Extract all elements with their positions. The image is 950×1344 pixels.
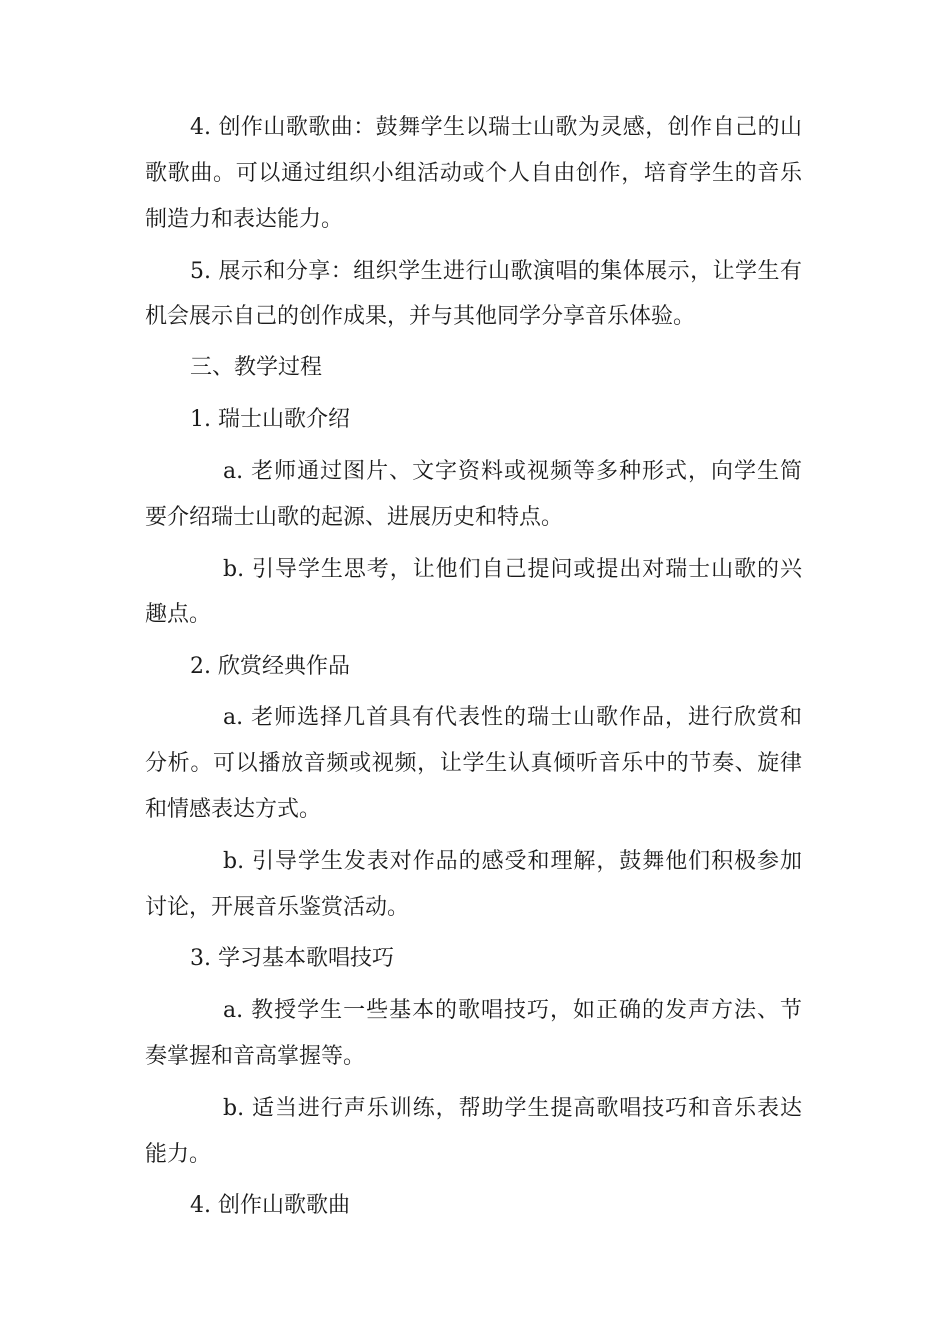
paragraph-line: 制造力和表达能力。 [145,207,344,232]
subheading: 4. 创作山歌歌曲 [190,1193,350,1218]
subheading: 3. 学习基本歌唱技巧 [190,946,394,971]
paragraph-line: a. 教授学生一些基本的歌唱技巧，如正确的发声方法、节 [223,998,802,1023]
subheading: 1. 瑞士山歌介绍 [190,407,350,432]
paragraph-line: b. 引导学生思考，让他们自己提问或提出对瑞士山歌的兴 [223,557,802,582]
paragraph-line: a. 老师通过图片、文字资料或视频等多种形式，向学生简 [223,459,802,484]
section-heading: 三、教学过程 [190,355,323,380]
paragraph-line: 歌歌曲。可以通过组织小组活动或个人自由创作，培育学生的音乐 [145,161,802,186]
paragraph-line: 要介绍瑞士山歌的起源、进展历史和特点。 [145,505,564,530]
paragraph-line: a. 老师选择几首具有代表性的瑞士山歌作品，进行欣赏和 [223,705,802,730]
paragraph-line: 奏掌握和音高掌握等。 [145,1044,366,1069]
paragraph-line: 4. 创作山歌歌曲：鼓舞学生以瑞士山歌为灵感，创作自己的山 [190,115,802,140]
paragraph-line: 5. 展示和分享：组织学生进行山歌演唱的集体展示，让学生有 [190,259,802,284]
paragraph-line: 机会展示自己的创作成果，并与其他同学分享音乐体验。 [145,304,696,329]
paragraph-line: b. 适当进行声乐训练，帮助学生提高歌唱技巧和音乐表达 [223,1096,802,1121]
paragraph-line: 趣点。 [145,602,212,627]
paragraph-line: b. 引导学生发表对作品的感受和理解，鼓舞他们积极参加 [223,849,802,874]
subheading: 2. 欣赏经典作品 [190,654,350,679]
paragraph-line: 能力。 [145,1142,212,1167]
paragraph-line: 和情感表达方式。 [145,797,322,822]
paragraph-line: 讨论，开展音乐鉴赏活动。 [145,895,410,920]
paragraph-line: 分析。可以播放音频或视频，让学生认真倾听音乐中的节奏、旋律 [145,751,802,776]
